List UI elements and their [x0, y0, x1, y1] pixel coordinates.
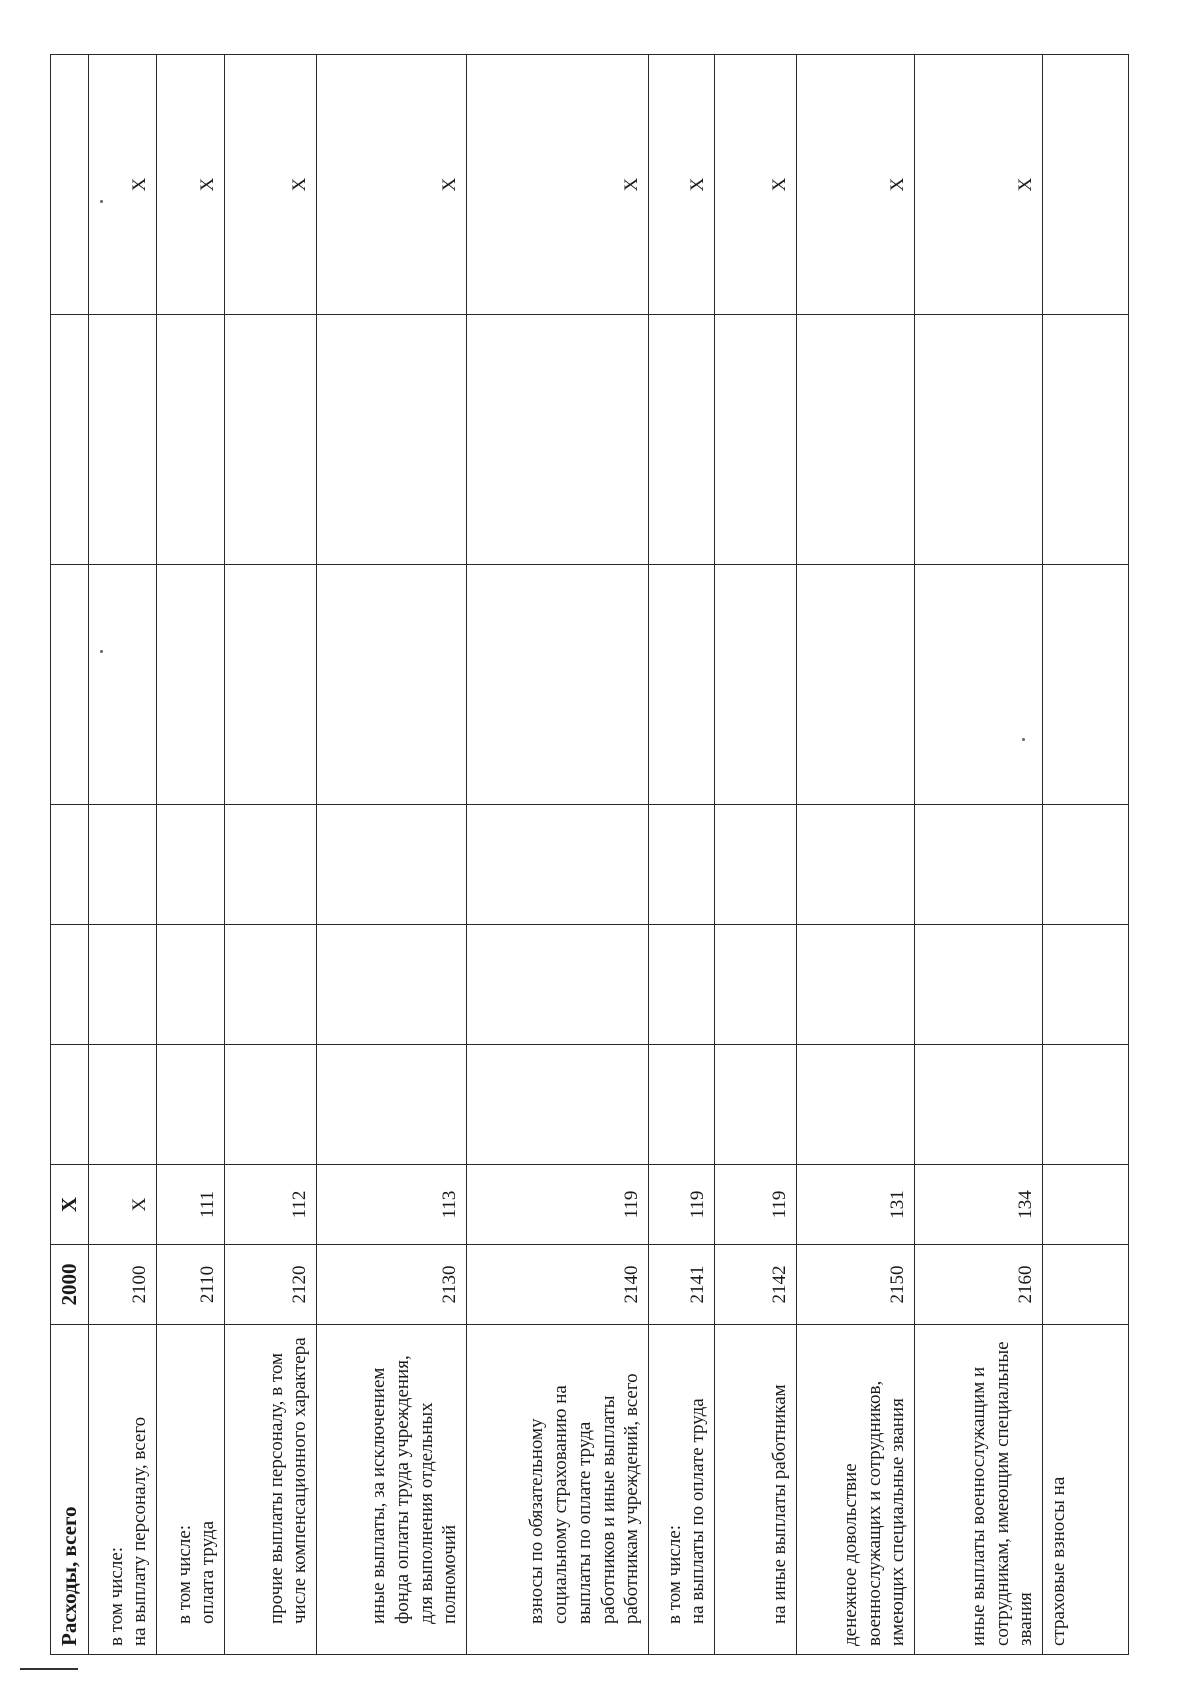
empty-cell: [797, 925, 915, 1045]
row-code-cell: 2150: [797, 1245, 915, 1325]
empty-cell: [157, 315, 225, 565]
empty-cell: [225, 805, 317, 925]
row-name-cell: иные выплаты военнослужащим и сотрудникам, имеющим специальные звания: [915, 1325, 1043, 1655]
row-prefix: в том числе:: [663, 1524, 685, 1624]
table-row: [1043, 55, 1129, 1655]
empty-cell: [225, 565, 317, 805]
empty-cell: [797, 565, 915, 805]
empty-cell: [915, 1045, 1043, 1165]
empty-cell: [467, 315, 649, 565]
row-code-cell: 2141: [649, 1245, 715, 1325]
row-code-cell: 2130: [317, 1245, 467, 1325]
empty-cell: [89, 925, 157, 1045]
empty-cell: [797, 805, 915, 925]
empty-cell: [157, 925, 225, 1045]
empty-cell: [51, 55, 89, 315]
empty-cell: [317, 315, 467, 565]
row-name: оплата труда: [197, 1521, 219, 1624]
empty-cell: [649, 315, 715, 565]
row-mark-cell: X: [157, 55, 225, 315]
row-mark-cell: X: [225, 55, 317, 315]
empty-cell: [51, 315, 89, 565]
empty-cell: [649, 805, 715, 925]
table-row: [157, 55, 225, 1655]
row-name: на выплаты по оплате труда: [687, 1398, 709, 1624]
empty-cell: [915, 565, 1043, 805]
row-kbk-cell: 111: [157, 1165, 225, 1245]
row-name-cell: [89, 1325, 157, 1655]
row-prefix: в том числе:: [173, 1524, 195, 1624]
empty-cell: [225, 925, 317, 1045]
table-header-row: [51, 55, 89, 1655]
row-mark-cell: X: [89, 55, 157, 315]
empty-cell: [797, 1045, 915, 1165]
empty-cell: [51, 805, 89, 925]
row-kbk-cell: 119: [467, 1165, 649, 1245]
empty-cell: [317, 565, 467, 805]
scan-artifact-dot: [100, 650, 103, 653]
row-kbk-cell: [1043, 1165, 1129, 1245]
row-name-cell: денежное довольствие военнослужащих и сотрудников, имеющих специальные звания: [797, 1325, 915, 1655]
row-kbk-cell: 131: [797, 1165, 915, 1245]
row-name-cell: страховые взносы на: [1043, 1325, 1129, 1655]
empty-cell: [715, 925, 797, 1045]
row-code-cell: 2140: [467, 1245, 649, 1325]
empty-cell: [467, 925, 649, 1045]
row-name: на выплату персоналу, всего: [129, 1416, 151, 1646]
row-name-cell: прочие выплаты персоналу, в том числе компенсационного характера: [225, 1325, 317, 1655]
empty-cell: [157, 1045, 225, 1165]
row-kbk-cell: 113: [317, 1165, 467, 1245]
empty-cell: [317, 1045, 467, 1165]
row-name-cell: на иные выплаты работникам: [715, 1325, 797, 1655]
empty-cell: [715, 805, 797, 925]
empty-cell: [225, 315, 317, 565]
table-row: [797, 55, 915, 1655]
empty-cell: [51, 925, 89, 1045]
row-kbk-cell: 134: [915, 1165, 1043, 1245]
empty-cell: [51, 1045, 89, 1165]
expenses-table: [50, 54, 1129, 1655]
empty-cell: [89, 805, 157, 925]
row-mark-cell: X: [915, 55, 1043, 315]
empty-cell: [715, 315, 797, 565]
empty-cell: [915, 315, 1043, 565]
header-code-cell: 2000: [51, 1245, 89, 1325]
empty-cell: [649, 565, 715, 805]
empty-cell: [1043, 925, 1129, 1045]
row-name-cell: взносы по обязательному социальному страхованию на выплаты по оплате труда работников и иные выплаты работникам учреждений, всего: [467, 1325, 649, 1655]
table-row: [467, 55, 649, 1655]
row-code-cell: 2160: [915, 1245, 1043, 1325]
empty-cell: [467, 1045, 649, 1165]
empty-cell: [649, 1045, 715, 1165]
empty-cell: [1043, 565, 1129, 805]
table-row: [715, 55, 797, 1655]
row-kbk-cell: 119: [715, 1165, 797, 1245]
rotated-table-sheet: [50, 55, 1200, 1655]
row-prefix: в том числе:: [105, 1546, 127, 1646]
empty-cell: [715, 1045, 797, 1165]
empty-cell: [51, 565, 89, 805]
row-code-cell: [1043, 1245, 1129, 1325]
row-mark-cell: X: [649, 55, 715, 315]
header-name-cell: Расходы, всего: [51, 1325, 89, 1655]
row-kbk-cell: 112: [225, 1165, 317, 1245]
empty-cell: [915, 805, 1043, 925]
row-name-cell: [649, 1325, 715, 1655]
empty-cell: [225, 1045, 317, 1165]
scan-artifact-line: [20, 1668, 78, 1670]
table-row: [317, 55, 467, 1655]
table-row: [649, 55, 715, 1655]
empty-cell: [89, 1045, 157, 1165]
empty-cell: [1043, 1045, 1129, 1165]
empty-cell: [317, 805, 467, 925]
row-mark-cell: X: [317, 55, 467, 315]
row-code-cell: 2120: [225, 1245, 317, 1325]
row-code-cell: 2110: [157, 1245, 225, 1325]
row-code-cell: 2100: [89, 1245, 157, 1325]
table-row: [225, 55, 317, 1655]
empty-cell: [467, 805, 649, 925]
row-name-cell: иные выплаты, за исключением фонда оплаты труда учреждения, для выполнения отдельных полномочий: [317, 1325, 467, 1655]
scan-artifact-dot: [100, 200, 103, 203]
header-kbk-cell: X: [51, 1165, 89, 1245]
empty-cell: [89, 315, 157, 565]
row-mark-cell: X: [715, 55, 797, 315]
empty-cell: [797, 315, 915, 565]
table-row: [915, 55, 1043, 1655]
row-code-cell: 2142: [715, 1245, 797, 1325]
empty-cell: [157, 565, 225, 805]
table-row: [89, 55, 157, 1655]
row-mark-cell: X: [797, 55, 915, 315]
empty-cell: [915, 925, 1043, 1045]
empty-cell: [1043, 805, 1129, 925]
row-kbk-cell: X: [89, 1165, 157, 1245]
empty-cell: [157, 805, 225, 925]
row-mark-cell: X: [467, 55, 649, 315]
empty-cell: [467, 565, 649, 805]
empty-cell: [649, 925, 715, 1045]
row-mark-cell: [1043, 55, 1129, 315]
scan-artifact-dot: [1022, 738, 1025, 741]
row-name-cell: [157, 1325, 225, 1655]
row-kbk-cell: 119: [649, 1165, 715, 1245]
empty-cell: [715, 565, 797, 805]
empty-cell: [317, 925, 467, 1045]
empty-cell: [1043, 315, 1129, 565]
empty-cell: [89, 565, 157, 805]
